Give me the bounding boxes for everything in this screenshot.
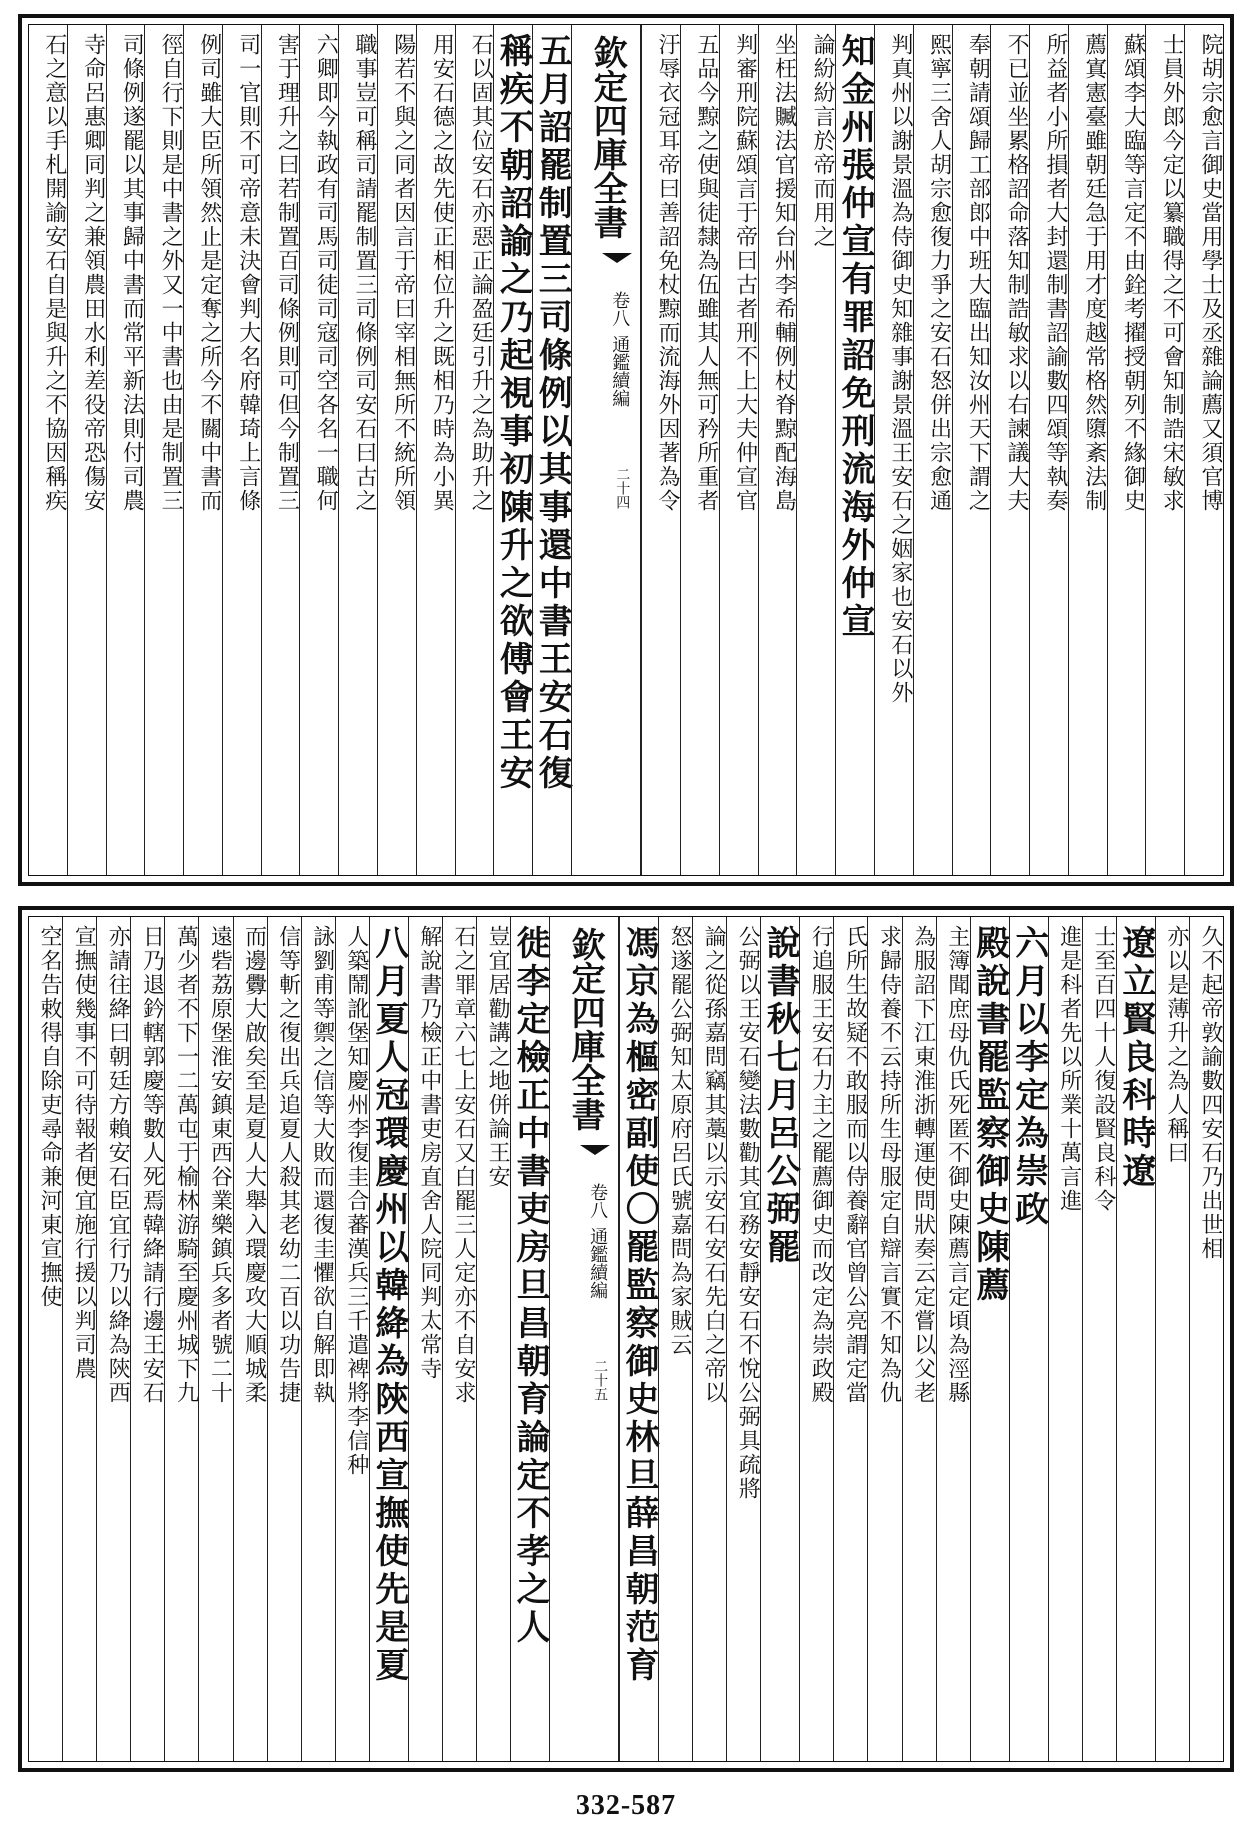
text-column: 氏所生故疑不敢服而以侍養辭官曾公亮謂定當: [833, 917, 867, 1761]
text-column: 論紛紛言於帝而用之: [796, 25, 835, 875]
text-column: 為服詔下江東淮浙轉運使問狀奏云定嘗以父老: [902, 917, 936, 1761]
text-column: 奉朝請頌歸工部郎中班大臨出知汝州天下謂之: [952, 25, 991, 875]
heading-column: 稱疾不朝詔諭之乃起視事初陳升之欲傅會王安: [493, 25, 532, 875]
text-column: 判審刑院蘇頌言于帝曰古者刑不上大夫仲宣官: [719, 25, 758, 875]
text-column: 遠砦荔原堡淮安鎮東西谷業樂鎮兵多者號二十: [198, 917, 232, 1761]
heading-column: 馮京為樞密副使〇罷監察御史林旦薛昌朝范育: [619, 917, 658, 1761]
fish-tail-mark-icon: [580, 1145, 610, 1161]
text-column: 不已並坐累格詔命落知制誥敏求以右諫議大夫: [990, 25, 1029, 875]
upper-page-columns: [29, 25, 1223, 875]
book-title-column: [571, 25, 641, 875]
volume-label: 卷八: [609, 291, 631, 327]
book-title: 欽定四庫全書: [565, 927, 606, 1131]
text-column: 汙辱衣冠耳帝曰善詔免杖黥而流海外因著為令: [641, 25, 680, 875]
text-column: 熙寧三舍人胡宗愈復力爭之安石怒併出宗愈通: [913, 25, 952, 875]
upper-page: [18, 14, 1234, 886]
text-column: 日乃退鈐轄郭慶等數人死焉韓絳請行邊王安石: [130, 917, 164, 1761]
text-column: 亦以是薄升之為人稱曰: [1155, 917, 1189, 1761]
volume-label: 卷八: [587, 1183, 609, 1219]
text-column: 用安石德之故先使正相位升之既相乃時為小異: [416, 25, 455, 875]
folio-number: 二十五: [592, 1359, 609, 1401]
text-column: 而邊釁大啟矣至是夏人大舉入環慶攻大順城柔: [233, 917, 267, 1761]
text-column: 院胡宗愈言御史當用學士及丞雜論薦又須官博: [1184, 25, 1223, 875]
text-column: 宣撫使幾事不可待報者便宜施行援以判司農: [62, 917, 96, 1761]
text-column: 五品今黥之使與徒隸為伍雖其人無可矜所重者: [680, 25, 719, 875]
text-column: 司一官則不可帝意未決會判大名府韓琦上言條: [222, 25, 261, 875]
text-column: 信等斬之復出兵追夏人殺其老幼二百以功告捷: [267, 917, 301, 1761]
folio-number: 二十四: [614, 467, 631, 509]
lower-page-columns: [29, 917, 1223, 1761]
text-column: 薦寘憲臺雖朝廷急于用才度越常格然隳紊法制: [1068, 25, 1107, 875]
text-column: 石之罪章六七上安石又白罷三人定亦不自安求: [442, 917, 476, 1761]
text-column: 寺命呂惠卿同判之兼領農田水利差役帝恐傷安: [67, 25, 106, 875]
text-column: 徑自行下則是中書之外又一中書也由是制置三: [144, 25, 183, 875]
text-column: 解說書乃檢正中書吏房直舍人院同判太常寺: [408, 917, 442, 1761]
text-column: 論之從孫嘉問竊其藁以示安石安石先白之帝以: [692, 917, 726, 1761]
text-column: 公弼以王安石變法數勸其宜務安靜安石不悅公弼具疏將: [726, 917, 760, 1761]
text-column: 久不起帝敦諭數四安石乃出世相: [1189, 917, 1223, 1761]
text-column: 職事豈可稱司請罷制置三司條例司安石曰古之: [338, 25, 377, 875]
text-column: 所益者小所損者大封還制書詔諭數四頌等執奏: [1029, 25, 1068, 875]
heading-column: 徙李定檢正中書吏房旦昌朝育論定不孝之人: [510, 917, 549, 1761]
text-column: 蘇頌李大臨等言定不由銓考擢授朝列不緣御史: [1107, 25, 1146, 875]
text-column: 萬少者不下一二萬屯于榆林游騎至慶州城下九: [164, 917, 198, 1761]
text-column: 亦請往絳曰朝廷方賴安石臣宜行乃以絳為陝西: [96, 917, 130, 1761]
text-column: 主簿聞庶母仇氏死匿不御史陳薦言定頃為涇縣: [936, 917, 970, 1761]
series-label: 通鑑續編: [609, 335, 631, 407]
book-title: 欽定四庫全書: [587, 35, 628, 239]
text-column: 六卿即今執政有司馬司徒司寇司空各名一職何: [299, 25, 338, 875]
text-column: 例司雖大臣所領然止是定奪之所今不關中書而: [183, 25, 222, 875]
series-label: 通鑑續編: [587, 1227, 609, 1299]
text-column: 行追服王安石力主之罷薦御史而改定為崇政殿: [799, 917, 833, 1761]
text-column: 坐枉法贓法官援知台州李希輔例杖脊黥配海島: [758, 25, 797, 875]
text-column: 石以固其位安石亦惡正論盈廷引升之為助升之: [455, 25, 494, 875]
lower-page: [18, 906, 1234, 1772]
text-column: 詠劉甫等禦之信等大敗而還復圭懼欲自解即執: [301, 917, 335, 1761]
heading-column: 六月以李定為崇政: [1009, 917, 1048, 1761]
heading-column: 殿說書罷監察御史陳薦: [970, 917, 1009, 1761]
text-column: 求歸侍養不云持所生母服定自辯言實不知為仇: [867, 917, 901, 1761]
fish-tail-mark-icon: [602, 253, 632, 269]
page-number: 332-587: [575, 1790, 677, 1821]
heading-column: 遼立賢良科時遼: [1116, 917, 1155, 1761]
upper-page-frame: [28, 24, 1224, 876]
text-column: 豈宜居勸講之地併論王安: [476, 917, 510, 1761]
text-column: 怒遂罷公弼知太原府呂氏號嘉問為家賊云: [658, 917, 692, 1761]
lower-page-frame: [28, 916, 1224, 1762]
heading-column: 說書秋七月呂公弼罷: [760, 917, 799, 1761]
heading-column: 八月夏人冠環慶州以韓絳為陝西宣撫使先是夏: [369, 917, 408, 1761]
text-column: 判真州以謝景溫為侍御史知雜事謝景溫王安石之姻家也安石以外: [874, 25, 913, 875]
heading-column: 知金州張仲宣有罪詔免刑流海外仲宣: [835, 25, 874, 875]
text-column: 士至百四十人復設賢良科令: [1082, 917, 1116, 1761]
text-column: 陽若不與之同者因言于帝曰宰相無所不統所領: [377, 25, 416, 875]
text-column: 石之意以手札開諭安石自是與升之不協因稱疾: [41, 33, 67, 513]
text-column: 害于理升之曰若制置百司條例則可但今制置三: [261, 25, 300, 875]
text-column: 人築鬧訛堡知慶州李復圭合蕃漢兵三千遣裨將李信种: [335, 917, 369, 1761]
text-column: 士員外郎今定以纂職得之不可會知制誥宋敏求: [1145, 25, 1184, 875]
text-column: 進是科者先以所業十萬言進: [1048, 917, 1082, 1761]
heading-column: 五月詔罷制置三司條例以其事還中書王安石復: [532, 25, 571, 875]
book-title-column: [549, 917, 619, 1761]
text-column: 司條例遂罷以其事歸中書而常平新法則付司農: [106, 25, 145, 875]
text-column: 空名告敕得自除吏尋命兼河東宣撫使: [37, 925, 63, 1309]
